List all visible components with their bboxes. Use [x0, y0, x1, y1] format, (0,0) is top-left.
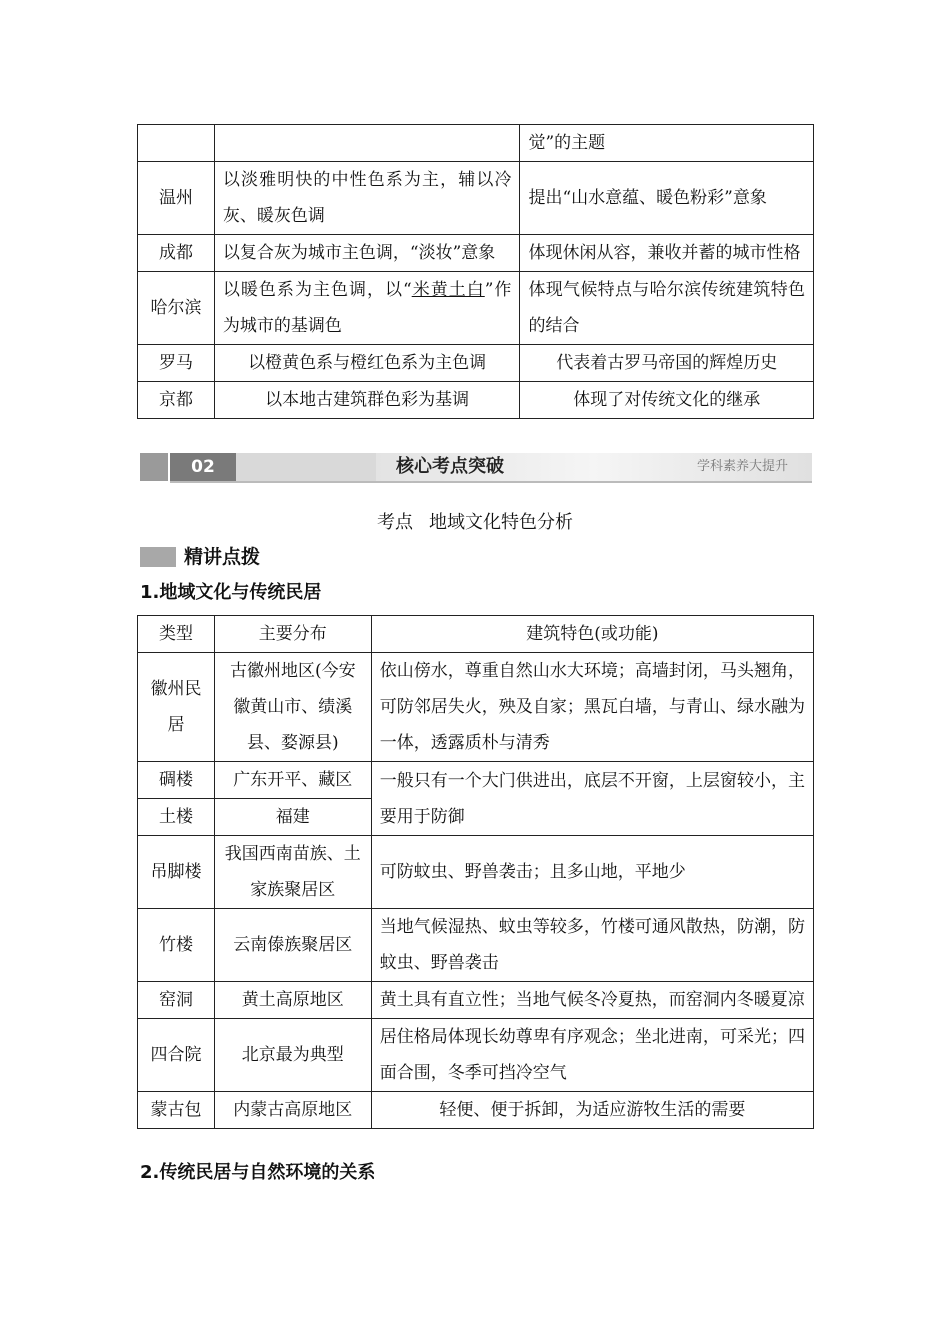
feature-cell: 黄土具有直立性；当地气候冬冷夏热，而窑洞内冬暖夏凉 [371, 982, 813, 1019]
header-cell: 类型 [138, 616, 215, 653]
dist-cell: 古徽州地区(今安徽黄山市、绩溪县、婺源县) [214, 653, 371, 762]
color-cell: 以本地古建筑群色彩为基调 [214, 382, 520, 419]
heading-2: 2.传统民居与自然环境的关系 [140, 1162, 376, 1183]
color-text-pre: 以暖色系为主色调，以“ [222, 280, 412, 300]
heading-1: 1.地域文化与传统民居 [140, 582, 322, 603]
banner-number-bg [236, 453, 376, 481]
meaning-cell: 代表着古罗马帝国的辉煌历史 [520, 345, 814, 382]
meaning-cell: 提出“山水意蕴、暖色粉彩”意象 [520, 162, 814, 235]
table-row [138, 125, 814, 162]
table-row [138, 272, 814, 345]
heading-marker [140, 547, 176, 567]
city-color-table [137, 124, 814, 419]
table-row [138, 1092, 814, 1129]
type-cell: 四合院 [138, 1019, 215, 1092]
dist-cell: 北京最为典型 [214, 1019, 371, 1092]
dist-cell: 广东开平、藏区 [214, 762, 371, 799]
city-cell: 温州 [138, 162, 215, 235]
dist-cell: 黄土高原地区 [214, 982, 371, 1019]
banner-underline [170, 481, 812, 483]
dist-cell: 云南傣族聚居区 [214, 909, 371, 982]
table-row [138, 1019, 814, 1092]
meaning-cell: 觉”的主题 [520, 125, 814, 162]
type-cell: 吊脚楼 [138, 836, 215, 909]
type-cell: 土楼 [138, 799, 215, 836]
feature-cell: 一般只有一个大门供进出，底层不开窗，上层窗较小，主要用于防御 [371, 762, 813, 836]
table-header-row [138, 616, 814, 653]
section-title [0, 510, 950, 536]
dist-cell: 福建 [214, 799, 371, 836]
feature-cell: 依山傍水，尊重自然山水大环境；高墙封闭，马头翘角，可防邻居失火，殃及自家；黑瓦白墙，与青山、绿水融为一体，透露质朴与清秀 [371, 653, 813, 762]
color-cell: 以淡雅明快的中性色系为主，辅以冷灰、暖灰色调 [214, 162, 520, 235]
city-cell: 哈尔滨 [138, 272, 215, 345]
feature-cell: 居住格局体现长幼尊卑有序观念；坐北进南，可采光；四面合围，冬季可挡冷空气 [371, 1019, 813, 1092]
color-cell: 以橙黄色系与橙红色系为主色调 [214, 345, 520, 382]
meaning-cell: 体现了对传统文化的继承 [520, 382, 814, 419]
dist-cell: 内蒙古高原地区 [214, 1092, 371, 1129]
header-cell: 建筑特色(或功能) [371, 616, 813, 653]
section-name: 地域文化特色分析 [429, 512, 573, 533]
feature-cell: 可防蚊虫、野兽袭击；且多山地，平地少 [371, 836, 813, 909]
color-cell [214, 125, 520, 162]
color-text-post: ”作为城市的基调色 [222, 280, 512, 336]
color-cell: 以复合灰为城市主色调，“淡妆”意象 [214, 235, 520, 272]
city-cell: 京都 [138, 382, 215, 419]
type-cell: 蒙古包 [138, 1092, 215, 1129]
city-cell: 罗马 [138, 345, 215, 382]
section-label: 考点 [377, 512, 413, 533]
type-cell: 窑洞 [138, 982, 215, 1019]
city-cell: 成都 [138, 235, 215, 272]
jingjiang-label: 精讲点拨 [184, 546, 261, 568]
type-cell: 竹楼 [138, 909, 215, 982]
section-banner [140, 450, 812, 484]
header-cell: 主要分布 [214, 616, 371, 653]
banner-block [140, 453, 168, 481]
table-row [138, 762, 814, 799]
table-row [138, 382, 814, 419]
banner-number: 02 [170, 453, 236, 481]
feature-cell: 轻便、便于拆卸，为适应游牧生活的需要 [371, 1092, 813, 1129]
banner-title: 核心考点突破 [396, 456, 504, 477]
table-row [138, 909, 814, 982]
dist-cell: 我国西南苗族、土家族聚居区 [214, 836, 371, 909]
meaning-cell: 体现气候特点与哈尔滨传统建筑特色的结合 [520, 272, 814, 345]
table-row [138, 235, 814, 272]
type-cell: 徽州民居 [138, 653, 215, 762]
type-cell: 碉楼 [138, 762, 215, 799]
table-row [138, 345, 814, 382]
table-row [138, 653, 814, 762]
table-row [138, 836, 814, 909]
feature-cell: 当地气候湿热、蚊虫等较多，竹楼可通风散热，防潮，防蚊虫、野兽袭击 [371, 909, 813, 982]
city-cell [138, 125, 215, 162]
dwelling-table [137, 615, 814, 1129]
banner-subtitle: 学科素养大提升 [696, 459, 788, 474]
color-cell [214, 272, 520, 345]
meaning-cell: 体现休闲从容，兼收并蓄的城市性格 [520, 235, 814, 272]
table-row [138, 982, 814, 1019]
table-row [138, 162, 814, 235]
underlined-term: 米黄土白 [411, 280, 485, 300]
banner-number-box [170, 453, 376, 481]
